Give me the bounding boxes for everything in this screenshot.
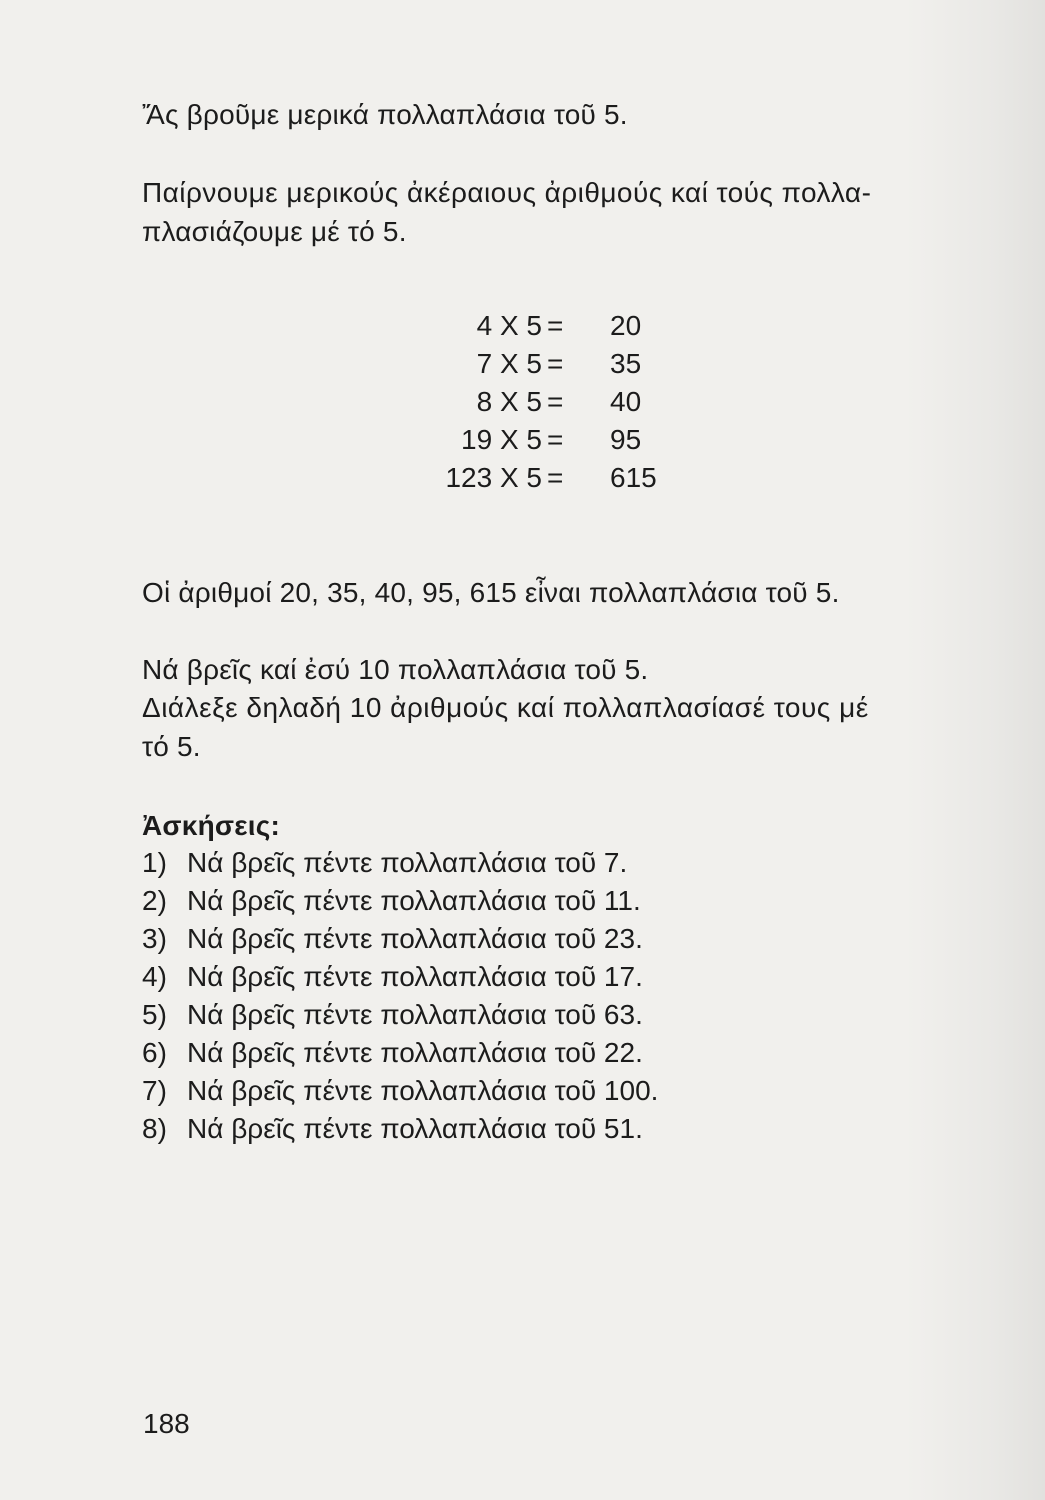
exercise-item (142, 1073, 658, 1109)
mult-expression: 123 X 5 (445, 462, 542, 493)
paragraph-line-2: πλασιάζουμε μέ τό 5. (142, 216, 407, 247)
mult-result: 40 (610, 386, 642, 417)
multiplication-row (430, 307, 670, 345)
equals-sign: = (547, 462, 564, 493)
mult-result: 615 (610, 462, 657, 493)
exercise-number: 6) (142, 1037, 167, 1068)
paragraph-line-1: Παίρνουμε μερικούς ἀκέραιους ἀριθμούς καί τούς πολλα- (142, 177, 872, 208)
exercise-text: Νά βρεῖς πέντε πολλαπλάσια τοῦ 17. (187, 961, 643, 992)
mult-expression: 7 X 5 (476, 348, 542, 379)
exercise-number: 5) (142, 999, 167, 1030)
multiplication-row (430, 459, 670, 497)
exercise-item (142, 959, 643, 995)
task-line-2: Διάλεξε δηλαδή 10 ἀριθμούς καί πολλαπλασίασέ τους μέ (142, 692, 869, 723)
intro-line: Ἄς βροῦμε μερικά πολλαπλάσια τοῦ 5. (142, 99, 628, 130)
exercise-item (142, 883, 641, 919)
equals-sign: = (547, 386, 564, 417)
exercises-heading: Ἀσκήσεις: (142, 810, 280, 841)
exercise-number: 2) (142, 885, 167, 916)
mult-expression: 4 X 5 (476, 310, 542, 341)
exercise-text: Νά βρεῖς πέντε πολλαπλάσια τοῦ 22. (187, 1037, 643, 1068)
exercise-text: Νά βρεῖς πέντε πολλαπλάσια τοῦ 51. (187, 1113, 643, 1144)
multiplication-row (430, 383, 670, 421)
exercise-number: 7) (142, 1075, 167, 1106)
exercise-item (142, 1035, 643, 1071)
exercise-item (142, 1111, 643, 1147)
equals-sign: = (547, 348, 564, 379)
conclusion-line: Οἱ ἀριθμοί 20, 35, 40, 95, 615 εἶναι πολλαπλάσια τοῦ 5. (142, 577, 840, 608)
multiplication-row (430, 345, 670, 383)
mult-result: 35 (610, 348, 642, 379)
mult-expression: 19 X 5 (461, 424, 542, 455)
equals-sign: = (547, 424, 564, 455)
exercise-number: 4) (142, 961, 167, 992)
task-line-3: τό 5. (142, 731, 201, 762)
exercise-item (142, 921, 643, 957)
exercise-number: 8) (142, 1113, 167, 1144)
multiplication-row (430, 421, 670, 459)
exercise-item (142, 845, 627, 881)
exercise-number: 1) (142, 847, 167, 878)
mult-expression: 8 X 5 (476, 386, 542, 417)
show-through-shadow (905, 0, 1045, 1500)
exercise-item (142, 997, 643, 1033)
exercise-number: 3) (142, 923, 167, 954)
mult-result: 20 (610, 310, 642, 341)
exercise-text: Νά βρεῖς πέντε πολλαπλάσια τοῦ 63. (187, 999, 643, 1030)
exercise-text: Νά βρεῖς πέντε πολλαπλάσια τοῦ 11. (187, 885, 641, 916)
task-line-1: Νά βρεῖς καί ἐσύ 10 πολλαπλάσια τοῦ 5. (142, 654, 649, 685)
page-number: 188 (143, 1408, 190, 1439)
exercise-text: Νά βρεῖς πέντε πολλαπλάσια τοῦ 7. (187, 847, 628, 878)
exercise-text: Νά βρεῖς πέντε πολλαπλάσια τοῦ 23. (187, 923, 643, 954)
equals-sign: = (547, 310, 564, 341)
exercise-text: Νά βρεῖς πέντε πολλαπλάσια τοῦ 100. (187, 1075, 659, 1106)
mult-result: 95 (610, 424, 642, 455)
